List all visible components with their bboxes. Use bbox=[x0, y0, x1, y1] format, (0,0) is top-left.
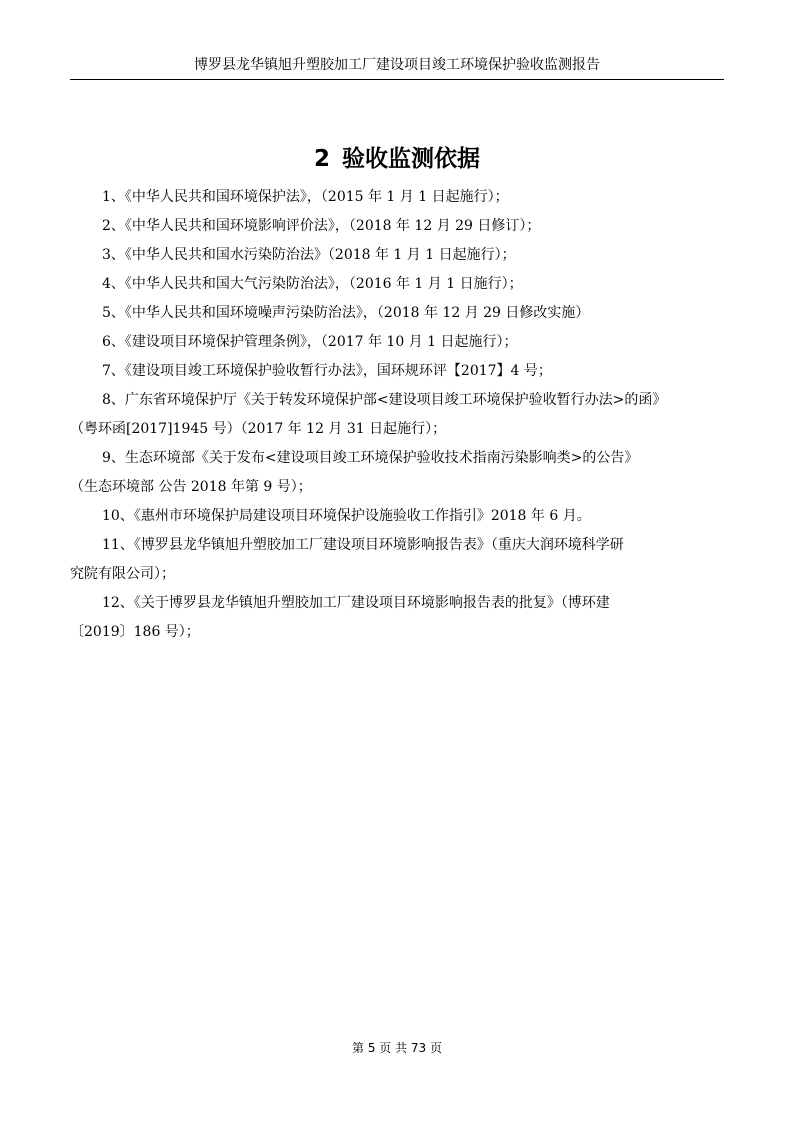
reference-item bbox=[70, 357, 726, 386]
reference-line: 6、《建设项目环境保护管理条例》，（2017 年 10 月 1 日起施行）； bbox=[102, 334, 518, 350]
reference-item bbox=[70, 299, 726, 328]
reference-line: 4、《中华人民共和国大气污染防治法》，（2016 年 1 月 1 日施行）； bbox=[102, 276, 523, 292]
reference-line: 3、《中华人民共和国水污染防治法》（2018 年 1 月 1 日起施行）； bbox=[102, 247, 516, 263]
reference-item bbox=[70, 386, 726, 444]
page-footer bbox=[0, 1040, 794, 1056]
reference-line-continued: 究院有限公司）； bbox=[70, 566, 175, 582]
reference-line-continued: 〔2019〕186 号）； bbox=[70, 624, 200, 640]
reference-line: 5、《中华人民共和国环境噪声污染防治法》，（2018 年 12 月 29 日修改实施） bbox=[102, 305, 590, 321]
page-header bbox=[70, 55, 724, 80]
reference-item bbox=[70, 531, 726, 589]
section-number: 2 bbox=[313, 146, 330, 172]
reference-item bbox=[70, 183, 726, 212]
reference-item bbox=[70, 589, 726, 647]
reference-item bbox=[70, 270, 726, 299]
reference-line: 1、《中华人民共和国环境保护法》，（2015 年 1 月 1 日起施行）； bbox=[102, 189, 509, 205]
reference-line: 2、《中华人民共和国环境影响评价法》，（2018 年 12 月 29 日修订）； bbox=[102, 218, 541, 234]
reference-line: 12、《关于博罗县龙华镇旭升塑胶加工厂建设项目环境影响报告表的批复》（博环建 bbox=[102, 595, 610, 611]
reference-list bbox=[70, 183, 726, 647]
reference-line: 7、《建设项目竣工环境保护验收暂行办法》，国环规环评【2017】4 号； bbox=[102, 363, 552, 379]
page-number: 第 5 页 共 73 页 bbox=[352, 1041, 442, 1055]
reference-line-continued: （生态环境部 公告 2018 年第 9 号）； bbox=[70, 479, 312, 495]
reference-line: 10、《惠州市环境保护局建设项目环境保护设施验收工作指引》2018 年 6 月。 bbox=[102, 508, 591, 524]
reference-item bbox=[70, 212, 726, 241]
reference-item bbox=[70, 444, 726, 502]
section-heading: 验收监测依据 bbox=[342, 146, 480, 172]
header-title: 博罗县龙华镇旭升塑胶加工厂建设项目竣工环境保护验收监测报告 bbox=[194, 57, 600, 73]
reference-line: 11、《博罗县龙华镇旭升塑胶加工厂建设项目环境影响报告表》（重庆大润环境科学研 bbox=[102, 537, 624, 553]
reference-item bbox=[70, 241, 726, 270]
reference-line: 9、生态环境部《关于发布<建设项目竣工环境保护验收技术指南污染影响类>的公告》 bbox=[102, 450, 639, 466]
reference-item bbox=[70, 328, 726, 357]
section-title bbox=[0, 143, 794, 175]
reference-line-continued: （粤环函[2017]1945 号）（2017 年 12 月 31 日起施行）； bbox=[70, 421, 447, 437]
reference-item bbox=[70, 502, 726, 531]
reference-line: 8、广东省环境保护厅《关于转发环境保护部<建设项目竣工环境保护验收暂行办法>的函》 bbox=[102, 392, 667, 408]
